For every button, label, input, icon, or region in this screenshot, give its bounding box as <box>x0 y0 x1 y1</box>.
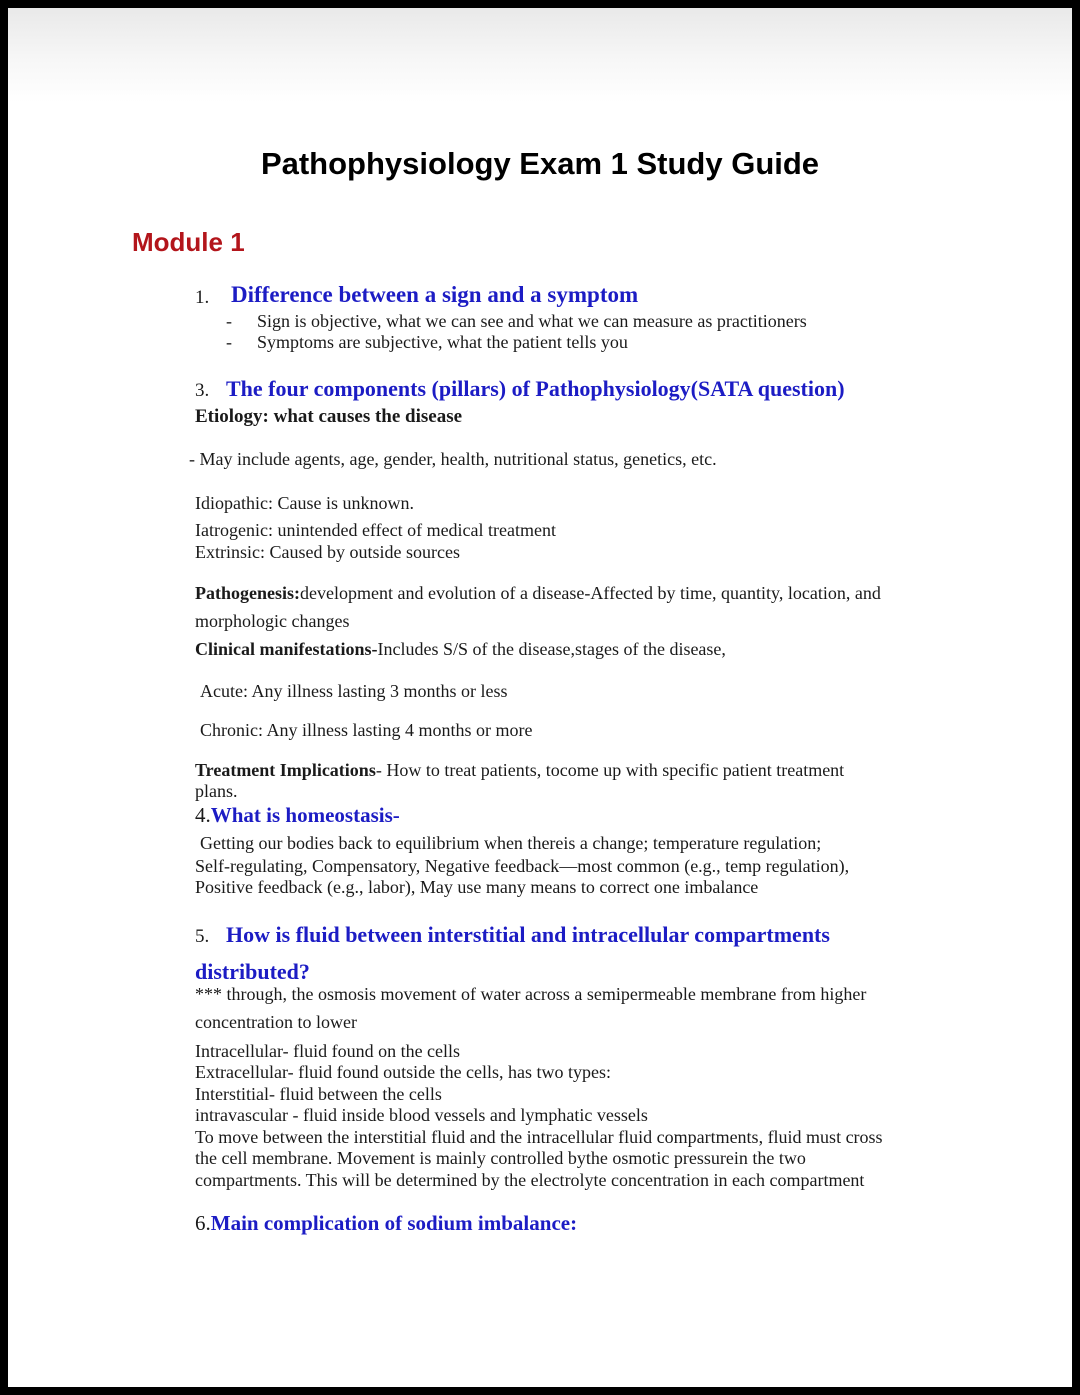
pathogenesis-text: development and evolution of a disease-Affected by time, quantity, location, and <box>300 583 881 603</box>
pathogenesis-continued: morphologic changes <box>195 611 350 631</box>
module-heading: Module 1 <box>132 227 245 257</box>
homeostasis-line: Self-regulating, Compensatory, Negative feedback—most common (e.g., temp regulation), <box>195 856 850 876</box>
fluid-line: the cell membrane. Movement is mainly controlled bythe osmotic pressurein the two <box>195 1148 806 1168</box>
document-page <box>8 8 1072 1387</box>
section-6-heading: Main complication of sodium imbalance: <box>210 1211 578 1235</box>
pathogenesis-label: Pathogenesis: <box>195 583 300 603</box>
clinical-text: Includes S/S of the disease,stages of the disease, <box>377 639 726 659</box>
treatment-line <box>195 760 844 781</box>
etiology-heading: Etiology: what causes the disease <box>195 406 463 427</box>
bullet-dash: - <box>226 332 232 352</box>
section-3-heading: The four components (pillars) of Pathophysiology(SATA question) <box>226 376 845 401</box>
fluid-line: To move between the interstitial fluid and the intracellular fluid compartments, fluid must cross <box>195 1127 883 1147</box>
acute-line: Acute: Any illness lasting 3 months or less <box>200 681 508 701</box>
homeostasis-line: Positive feedback (e.g., labor), May use many means to correct one imbalance <box>195 877 759 897</box>
section-3-number: 3. <box>195 380 210 401</box>
clinical-line <box>195 639 726 660</box>
fluid-line: Interstitial- fluid between the cells <box>195 1084 442 1104</box>
treatment-continued: plans. <box>195 781 238 801</box>
fluid-line: intravascular - fluid inside blood vessels and lymphatic vessels <box>195 1105 648 1125</box>
bullet-item: Symptoms are subjective, what the patient tells you <box>257 332 628 352</box>
iatrogenic-line: Iatrogenic: unintended effect of medical treatment <box>195 520 557 540</box>
fluid-line: Extracellular- fluid found outside the cells, has two types: <box>195 1062 612 1082</box>
fluid-line: *** through, the osmosis movement of water across a semipermeable membrane from higher <box>195 984 867 1004</box>
pathogenesis-line <box>195 583 881 604</box>
bullet-dash: - <box>226 311 232 331</box>
section-1-number: 1. <box>195 287 210 308</box>
section-4-number: 4. <box>195 803 211 827</box>
bullet-item: Sign is objective, what we can see and what we can measure as practitioners <box>257 311 807 331</box>
etiology-detail: - May include agents, age, gender, health, nutritional status, genetics, etc. <box>189 449 717 469</box>
treatment-text: - How to treat patients, tocome up with specific patient treatment <box>375 760 845 780</box>
section-1-heading: Difference between a sign and a symptom <box>231 282 639 307</box>
clinical-label: Clinical manifestations- <box>195 639 378 659</box>
section-5-heading: How is fluid between interstitial and intracellular compartments <box>226 922 830 947</box>
fluid-line: Intracellular- fluid found on the cells <box>195 1041 461 1061</box>
section-6-heading-line <box>195 1211 577 1235</box>
fluid-line: compartments. This will be determined by the electrolyte concentration in each compartment <box>195 1170 865 1190</box>
section-5-heading-continued: distributed? <box>195 959 310 984</box>
section-6-number: 6. <box>195 1211 211 1235</box>
chronic-line: Chronic: Any illness lasting 4 months or more <box>200 720 533 740</box>
treatment-label: Treatment Implications <box>195 760 376 780</box>
section-4-heading-line <box>195 803 400 827</box>
extrinsic-line: Extrinsic: Caused by outside sources <box>195 542 460 562</box>
page-title: Pathophysiology Exam 1 Study Guide <box>260 146 820 181</box>
homeostasis-line: Getting our bodies back to equilibrium when thereis a change; temperature regulation; <box>200 833 822 853</box>
section-4-heading: What is homeostasis- <box>210 803 400 827</box>
idiopathic-line: Idiopathic: Cause is unknown. <box>195 493 414 513</box>
section-5-number: 5. <box>195 926 210 947</box>
fluid-line: concentration to lower <box>195 1012 357 1032</box>
